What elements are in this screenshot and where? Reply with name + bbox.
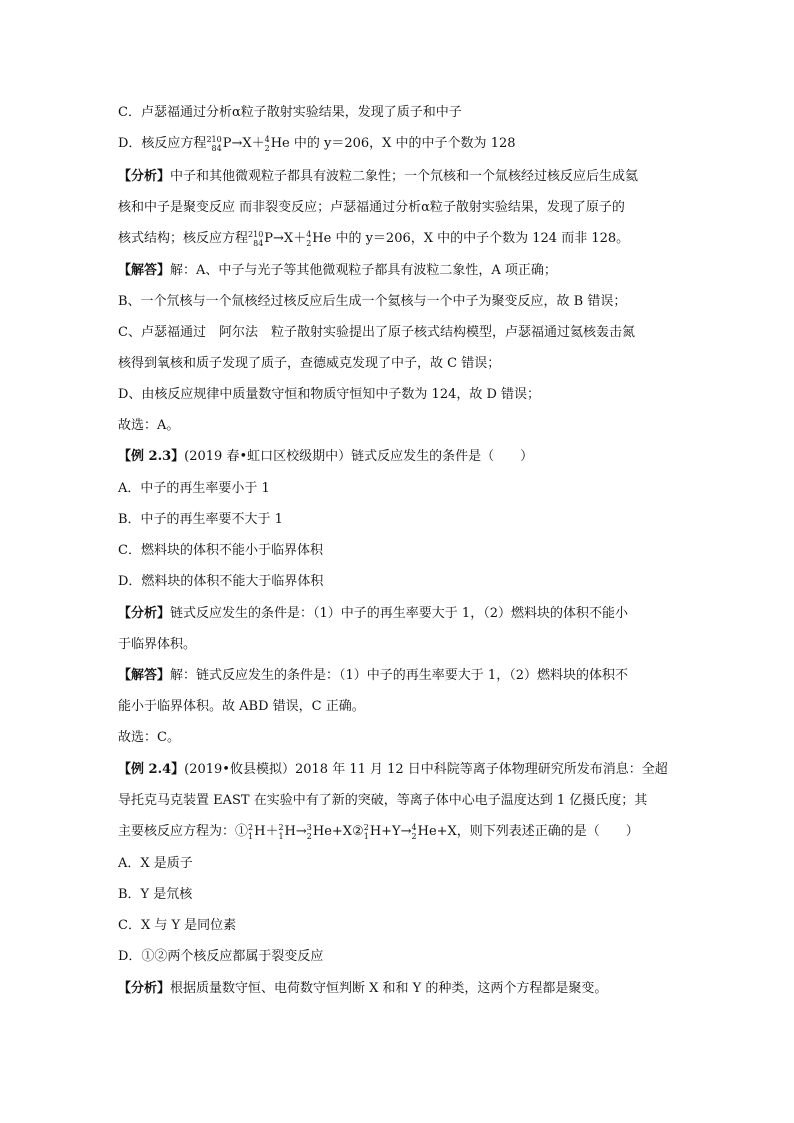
q23-analysis-2: 于临界体积。 [118,637,197,652]
option-d-prefix: D．核反应方程 [118,136,207,151]
q23-option-d: D．燃料块的体积不能大于临界体积 [118,574,324,589]
q24-stem-1 [118,760,668,780]
analysis-text-3-suffix: He 中的 y＝206，X 中的中子个数为 124 而非 128。 [312,231,630,246]
h2-scripts-a: 2 1 [248,822,254,841]
h2-scripts-c: 2 1 [363,822,369,841]
q23-analysis-1 [118,604,628,624]
q24-analysis-tag: 【分析】 [118,981,171,996]
he4-scripts: 4 2 [411,822,417,841]
q23-stem [118,447,533,467]
analysis-tag: 【分析】 [118,169,171,184]
eq1-he: He+X② [312,824,364,839]
q23-answer-1 [118,666,628,686]
q23-analysis-tag: 【分析】 [118,606,171,621]
q24-stem-text-1: (2019•攸县模拟）2018 年 11 月 12 日中科院等离子体物理研究所发布消息：全超 [184,762,668,777]
eq2-h: H+Y→ [369,824,412,839]
polonium-2: P→X＋ [264,231,307,246]
q24-stem-2: 导托克马克装置 EAST 在实验中有了新的突破，等离子体中心电子温度达到 1 亿摄氏度；其 [118,793,648,808]
analysis-line-2: 核和中子是聚变反应 而非裂变反应；卢瑟福通过分析α粒子散射实验结果，发现了原子的 [118,200,625,215]
q23-analysis-text-1: 链式反应发生的条件是：（1）中子的再生率要大于 1，（2）燃料块的体积不能小 [170,606,628,621]
answer-line-4: 核得到氧核和质子发现了质子，查德威克发现了中子，故 C 错误； [118,356,501,371]
q23-answer-text-1: 解：链式反应发生的条件是：（1）中子的再生率要大于 1，（2）燃料块的体积不 [170,668,628,683]
q24-option-b: B．Y 是氘核 [118,887,193,902]
q23-answer-2: 能小于临界体积。故 ABD 错误，C 正确。 [118,699,365,714]
analysis-text-3-prefix: 核式结构；核反应方程 [118,231,249,246]
q24-option-d: D．①②两个核反应都属于裂变反应 [118,949,324,964]
q23-option-b: B．中子的再生率要不大于 1 [118,512,283,527]
q24-stem-3-prefix: 主要核反应方程为：① [118,824,249,839]
option-d [118,134,516,154]
eq1-h1: H＋ [254,824,279,839]
q24-stem-3 [118,822,639,842]
q23-answer-tag: 【解答】 [118,668,171,683]
answer-line-1 [118,261,557,281]
analysis-line-3 [118,229,629,249]
q24-analysis-text-1: 根据质量数守恒、电荷数守恒判断 X 和和 Y 的种类，这两个方程都是聚变。 [170,981,608,996]
answer-line-2: B、一个氘核与一个氚核经过核反应后生成一个氦核与一个中子为聚变反应，故 B 错误； [118,294,627,309]
h2-scripts-b: 2 1 [278,822,284,841]
q24-option-c: C．X 与 Y 是同位素 [118,918,237,933]
q23-option-a: A．中子的再生率要小于 1 [118,481,270,496]
eq2-he: He+X，则下列表述正确的是（ ） [417,824,639,839]
option-c: C．卢瑟福通过分析α粒子散射实验结果，发现了质子和中子 [118,105,462,120]
q24-tag: 【例 2.4】 [118,762,185,777]
q23-choice: 故选：C。 [118,730,180,745]
option-d-polonium: P→X＋ [222,136,265,151]
analysis-text-1: 中子和其他微观粒子都具有波粒二象性；一个氘核和一个氚核经过核反应后生成氦 [170,169,639,184]
q24-analysis-1 [118,979,607,999]
answer-text-1: 解：A、中子与光子等其他微观粒子都具有波粒二象性，A 项正确； [170,263,557,278]
q23-tag: 【例 2.3】 [118,449,185,464]
polonium-scripts: 210 84 [206,134,222,153]
answer-line-5: D、由核反应规律中质量数守恒和物质守恒知中子数为 124，故 D 错误； [118,387,541,402]
q23-stem-text: (2019 春•虹口区校级期中）链式反应发生的条件是（ ） [184,449,534,464]
q23-option-c: C．燃料块的体积不能小于临界体积 [118,543,323,558]
q24-option-a: A．X 是质子 [118,856,193,871]
eq1-h2: H→ [284,824,307,839]
helium-scripts: 4 2 [264,134,270,153]
helium-scripts-2: 4 2 [306,229,312,248]
answer-line-3: C、卢瑟福通过 阿尔法 粒子散射实验提出了原子核式结构模型，卢瑟福通过氦核轰击氮 [118,325,635,340]
option-d-suffix: He 中的 y＝206，X 中的中子个数为 128 [270,136,516,151]
analysis-line-1 [118,167,638,187]
polonium-scripts-2: 210 84 [248,229,264,248]
answer-tag: 【解答】 [118,263,171,278]
he3-scripts: 3 2 [306,822,312,841]
answer-choice: 故选：A。 [118,418,180,433]
